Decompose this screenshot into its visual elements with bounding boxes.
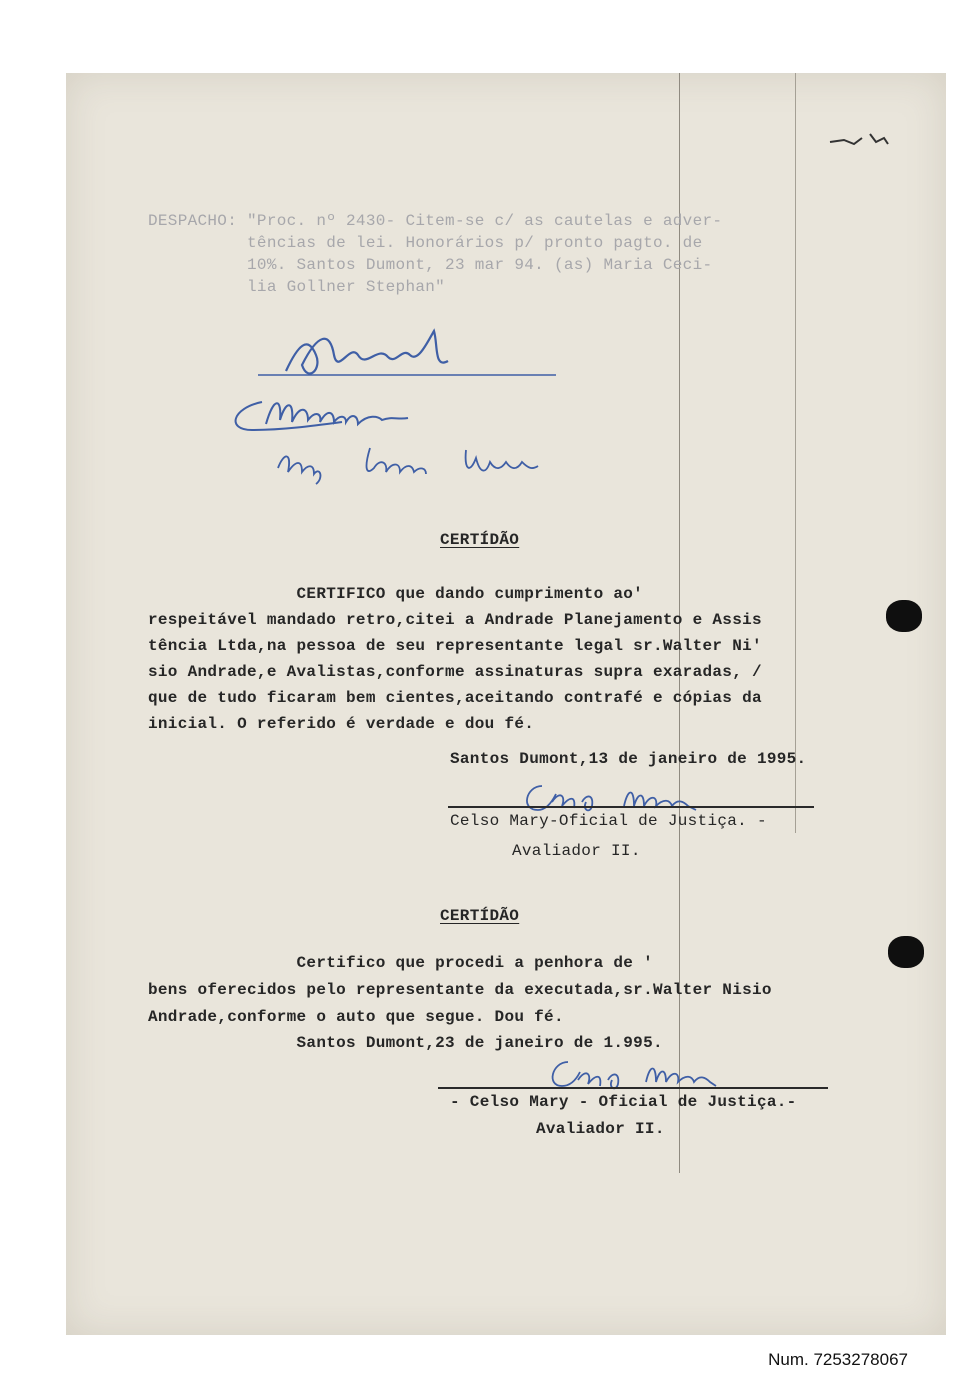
certidao-heading: CERTÍDÃO [440, 531, 520, 549]
certidao-heading: CERTÍDÃO [440, 907, 520, 925]
certidao-line: tência Ltda,na pessoa de seu representante legal sr.Walter Ni' [148, 637, 762, 655]
handwritten-signature-3 [270, 438, 550, 488]
document-number: Num. 7253278067 [768, 1350, 908, 1369]
certidao-line: CERTIFICO que dando cumprimento ao' [148, 585, 644, 603]
crease-line-right [795, 73, 796, 833]
despacho-line: lia Gollner Stephan" [148, 278, 446, 296]
certidao-line: inicial. O referido é verdade e dou fé. [148, 715, 535, 733]
signer-line: Celso Mary-Oficial de Justiça. - [450, 812, 767, 830]
faint-stamp-ghost [250, 1160, 360, 1196]
certidao-line: Andrade,conforme o auto que segue. Dou fé. [148, 1008, 564, 1026]
certidao-line: sio Andrade,e Avalistas,conforme assinaturas supra exaradas, / [148, 663, 762, 681]
role-line: Avaliador II. [512, 842, 641, 860]
handwritten-signature-1 [238, 325, 568, 400]
certidao-line: que de tudo ficaram bem cientes,aceitando contrafé e cópias da [148, 689, 762, 707]
despacho-line: DESPACHO: "Proc. nº 2430- Citem-se c/ as cautelas e adver- [148, 212, 723, 230]
certidao-date: Santos Dumont,13 de janeiro de 1995. [450, 750, 807, 768]
role-line: Avaliador II. [536, 1120, 665, 1138]
signer-line: - Celso Mary - Oficial de Justiça.- [450, 1093, 797, 1111]
certidao-line: respeitável mandado retro,citei a Andrade Planejamento e Assis [148, 611, 762, 629]
despacho-line: 10%. Santos Dumont, 23 mar 94. (as) Maria Ceci- [148, 256, 713, 274]
paper-mark [826, 128, 896, 152]
punch-hole-bottom [888, 936, 924, 968]
despacho-line: tências de lei. Honorários p/ pronto pagto. de [148, 234, 703, 252]
certidao-line: bens oferecidos pelo representante da executada,sr.Walter Nisio [148, 981, 772, 999]
certidao-line: Certifico que procedi a penhora de ' [148, 954, 653, 972]
certidao-line: Santos Dumont,23 de janeiro de 1.995. [148, 1034, 663, 1052]
punch-hole-top [886, 600, 922, 632]
signature-name-text: Luiz Sergio Martins [270, 438, 282, 439]
handwritten-signature-2 [222, 390, 442, 445]
